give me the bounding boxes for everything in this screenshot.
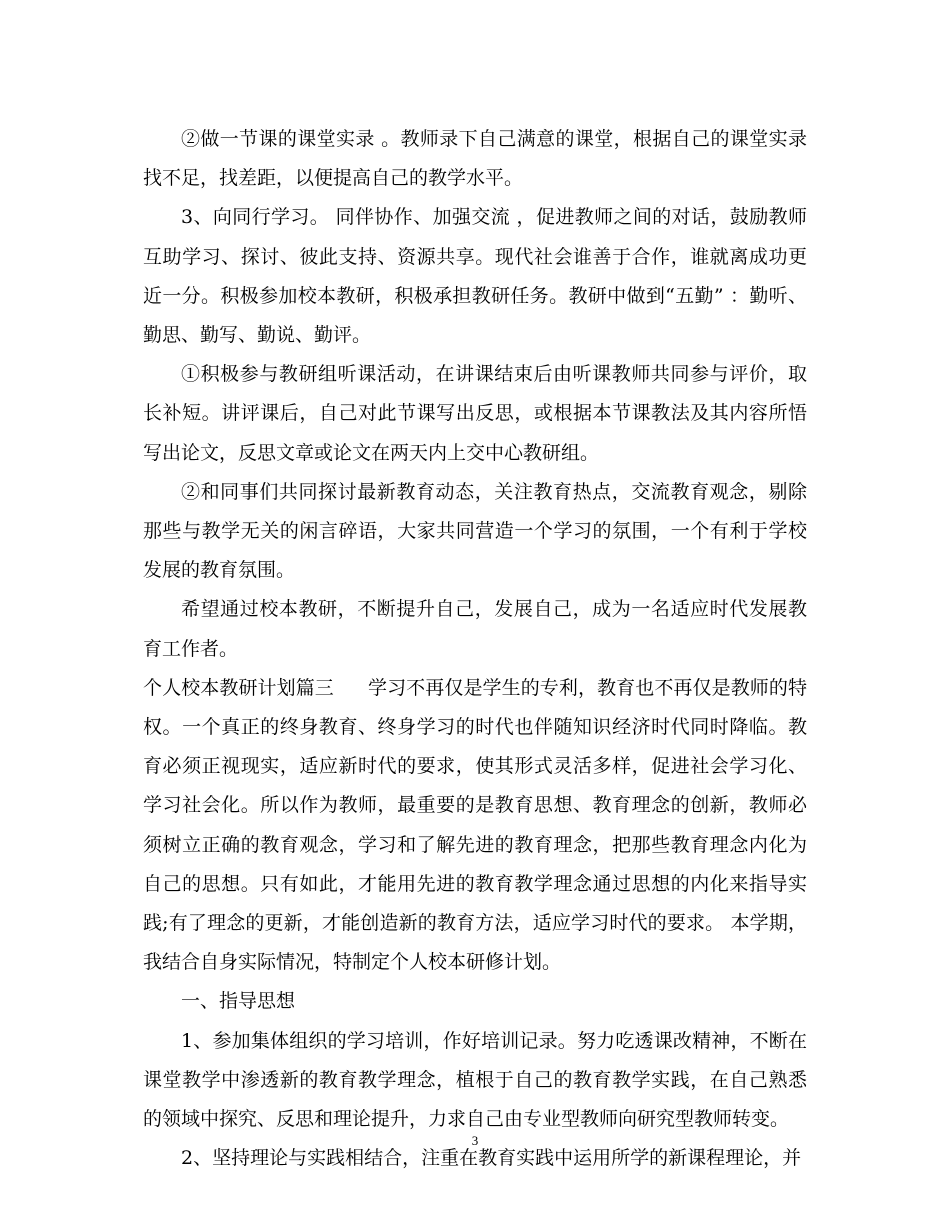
paragraph-observation-activity: ①积极参与教研组听课活动，在讲课结束后由听课教师共同参与评价，取长补短。讲评课后，自己对此节课写出反思，或根据本节课教法及其内容所悟写出论文，反思文章或论文在两天内上交中心教研组。: [143, 363, 807, 464]
section-heading: 个人校本教研计划篇三: [143, 676, 334, 699]
item-training: 1、参加集体组织的学习培训，作好培训记录。努力吃透课改精神，不断在课堂教学中渗透新的教育教学理念，植根于自己的教育教学实践，在自己熟悉的领域中探究、反思和理论提升，力求自己由专业型教师向研究型教师转变。: [143, 1029, 807, 1131]
item-theory-practice: 2、坚持理论与实践相结合，注重在教育实践中运用所学的新课程理论，并: [181, 1147, 802, 1170]
paragraph-discuss-with-colleagues: ②和同事们共同探讨最新教育动态，关注教育热点，交流教育观念，剔除那些与教学无关的闲言碎语，大家共同营造一个学习的氛围，一个有利于学校发展的教育氛围。: [143, 480, 807, 582]
section-intro: 学习不再仅是学生的专利，教育也不再仅是教师的特权。一个真正的终身教育、终身学习的时代也伴随知识经济时代同时降临。教育必须正视现实，适应新时代的要求，使其形式灵活多样，促进社会学习化、学习社会化。所以作为教师，最重要的是教育思想、教育理念的创新，教师必须树立正确的教育观念，学习和了解先进的教育理念，把那些教育理念内化为自己的思想。只有如此，才能用先进的教育教学理念通过思想的内化来指导实践;有了理念的更新，才能创造新的教育方法，适应学习时代的要求。 本学期，我结合自身实际情况，特制定个人校本研修计划。: [143, 676, 807, 974]
page-number: 3: [471, 1133, 479, 1148]
section-plan-three: [143, 669, 807, 983]
paragraph-learn-from-peers: 3、向同行学习。 同伴协作、加强交流 ，促进教师之间的对话，鼓励教师互助学习、探讨、彼此支持、资源共享。现代社会谁善于合作，谁就离成功更近一分。积极参加校本教研，积极承担教研任务。教研中做到“五勤” ：勤听、勤思、勤写、勤说、勤评。: [143, 206, 807, 347]
paragraph-hope: 希望通过校本教研，不断提升自己，发展自己，成为一名适应时代发展教育工作者。: [143, 598, 807, 660]
paragraph-classroom-record: ②做一节课的课堂实录 。教师录下自己满意的课堂，根据自己的课堂实录找不足，找差距，以便提高自己的教学水平。: [143, 128, 807, 190]
document-body: [143, 120, 807, 1178]
subsection-heading: 一、指导思想: [181, 990, 296, 1013]
